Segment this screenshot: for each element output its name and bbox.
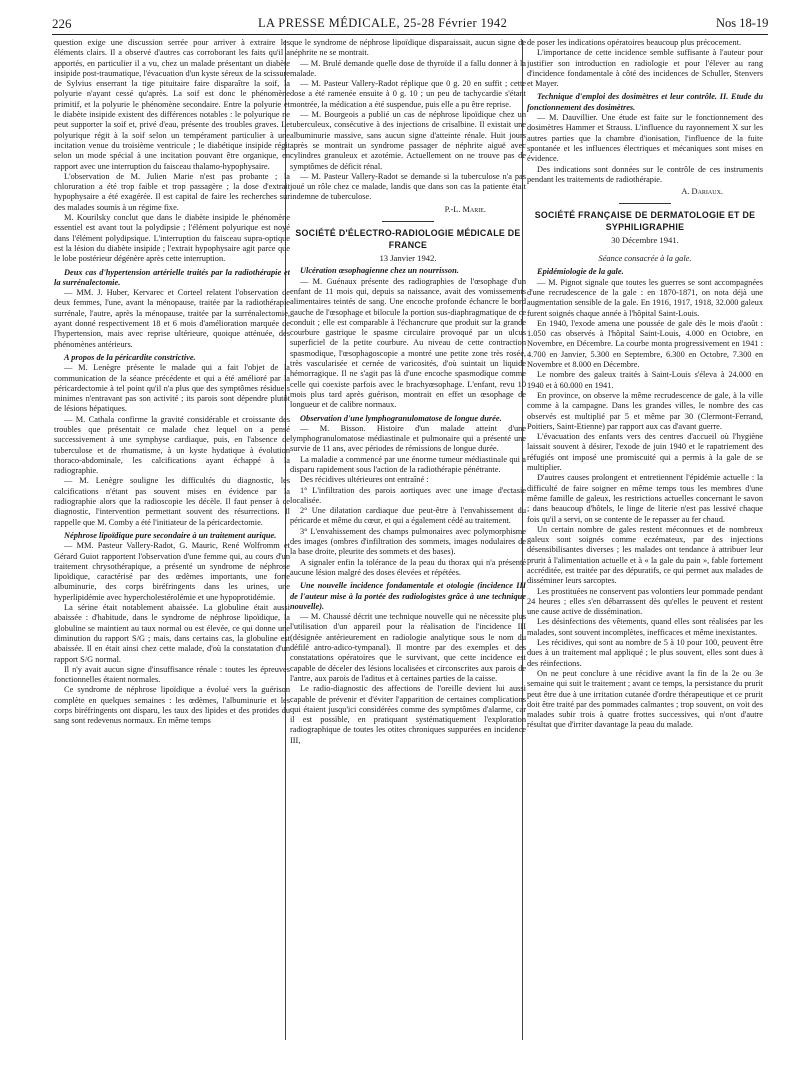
- paragraph: Un certain nombre de gales restent méconnues et de nombreux galeux sont soignés comme eczémateux, par des injections désensibilisantes diverses ; les malades ont tendance à attribuer leur prurit à l'alimentation actuelle et à « la gale du pain », fable fortement accréditée, est traitée par des dépuratifs, ce qui permet aux malades de disséminer leurs sarcoptes.: [527, 524, 763, 586]
- column-1: [54, 38, 290, 1078]
- signature: A. Dariaux.: [681, 187, 723, 197]
- paragraph: Les récidives, qui sont au nombre de 5 à 10 pour 100, peuvent être dues à un traitement mal appliqué ; le plus souvent, elles sont dues à des réinfections.: [527, 638, 763, 668]
- paragraph: 3° L'envahissement des champs pulmonaires avec polymorphisme des images (ombres d'infiltration des sommets, images nodulaires de la base droite, pleurite des sommets et des bases).: [290, 526, 526, 557]
- paragraph: — M. Cathala confirme la gravité considérable et croissante des troubles que présentait ce malade chez lequel on a pensé successivement à une symphyse cardiaque, puis, en l'absence de tuberculose et de rhumatisme, à un kyste hydatique à évolution thoraco-abdominale, les calcifications ayant échappé à la radiographie.: [54, 414, 290, 476]
- column-2: [290, 38, 526, 1078]
- paragraph: Les prostituées ne conservent pas volontiers leur pommade pendant 24 heures ; elles s'en débarrassent dès qu'elles le peuvent et restent une cause active de dissémination.: [527, 586, 763, 617]
- paragraph: La sérine était notablement abaissée. La globuline était aussi abaissée : d'habitude, dans le syndrome de néphrose lipoïdique, la globuline se maintient au taux normal ou est élevée, ce qui donne une diminution du rapport S/G ; mais, dans certains cas, la globuline est abaissée. Il en était ainsi chez cette malade, d'où la constatation d'un rapport S/G normal.: [54, 603, 290, 664]
- paragraph: — M. Brulé demande quelle dose de thyroïde il a fallu donner à la malade.: [290, 58, 526, 78]
- page-number: 226: [52, 16, 72, 31]
- paragraph: — M. Dauvillier. Une étude est faite sur le fonctionnement des dosimètres Hammer et Strauss. L'influence du rayonnement X sur les autres parties que la chambre d'ionisation, l'influence de la fuite spontanée et les influences électriques et mécaniques sont mises en évidence.: [527, 113, 763, 164]
- article-title: A propos de la péricardite constrictive.: [64, 352, 196, 362]
- paragraph: — MM. J. Huber, Kervarec et Corteel relatent l'observation de deux femmes, l'une, avant la ménopause, traitée par la radiothérapie surrénale, l'autre, après la ménopause, traitée par la surrénalectomie, ayant donné respectivement 18 et 6 mois d'amélioration marquée de l'hypertension, mais avec reprise ultérieure, quoique atténuée, des phénomènes antérieurs.: [54, 288, 290, 349]
- column-3: [527, 38, 763, 1078]
- paragraph: Il n'y avait aucun signe d'insuffisance rénale : toutes les épreuves fonctionnelles étaient normales.: [54, 664, 290, 685]
- article-title: Deux cas d'hypertension artérielle traités par la radiothérapie et la surrénalectomie.: [54, 267, 290, 287]
- paragraph: — M. Chaussé décrit une technique nouvelle qui ne nécessite plus l'utilisation d'un appareil pour la réalisation de l'incidence III (désignée antérieurement en radiologie analytique sous le nom du défilé antro-adico-tympanal). Il montre par des exemples et des constatations opératoires que le survivant, que cette incidence est capable de déceler des lésions localisées et circonscrites aux parois de l'antre, aux parois de l'aditus et à certaines parties de la caisse.: [290, 612, 526, 683]
- society-heading: SOCIÉTÉ D'ÉLECTRO-RADIOLOGIE MÉDICALE DE FRANCE: [295, 228, 521, 250]
- paragraph: — M. Guénaux présente des radiographies de l'œsophage d'un enfant de 11 mois qui, depuis sa naissance, avait des vomissements alimentaires teintés de sang. Une encoche profonde échancre le bord gauche de l'œsophage et bilocule la portion sus-diaphragmatique de ce conduit ; elle est comparable à l'échancrure que produit sur la grande courbure gastrique le spasme circulaire provoqué par un ulcus superficiel de la petite courbure. Au niveau de cette contraction spasmodique, l'œsophagoscopie a montré une petite zone très rosée, très vascularisée et cernée de varicosités, d'où suintait un liquide hémorragique. Il ne s'agit pas là d'une encoche spasmodique comme celle qui coexiste parfois avec le brachyœsophage. L'enfant, revu 10 mois plus tard après guérison, montrait en effet un œsophage de longueur et de calibre normaux.: [290, 276, 526, 410]
- section-rule: [619, 203, 671, 204]
- article-title: Epidémiologie de la gale.: [537, 267, 624, 277]
- session-subtitle: Séance consacrée à la gale.: [598, 254, 692, 264]
- paragraph: Des indications sont données sur le contrôle de ces instruments pendant les traitements de radiothérapie.: [527, 164, 763, 184]
- paragraph: de poser les indications opératoires beaucoup plus précocement.: [527, 38, 742, 47]
- paragraph: — M. Bourgeois a publié un cas de néphrose lipoïdique chez un tuberculeux, consécutive à des injections de crisalbine. Il existait une albuminurie massive, sans aucun signe d'atteinte rénale. Huit jours après se montrait un syndrome passager de néphrite aiguë avec cylindres granuleux et azotémie. Actuellement on ne trouve pas de symptômes de déficit rénal.: [290, 110, 526, 171]
- paragraph: Les désinfections des vêtements, quand elles sont réalisées par les malades, sont souvent incomplètes, inefficaces et même inexistantes.: [527, 617, 763, 637]
- signature: P.-L. Marie.: [444, 204, 486, 214]
- paragraph: — M. Pasteur Vallery-Radot se demande si la tuberculose n'a pas joué un rôle chez ce malade, landis que dans son cas la patiente était indemne de tuberculose.: [290, 171, 526, 202]
- paragraph: 1° L'infiltration des parois aortiques avec une image d'ectasie localisée.: [290, 485, 526, 505]
- paragraph: La maladie a commencé par une énorme tumeur médiastinale qui a disparu rapidement sous l'action de la radiothérapie pénétrante.: [290, 454, 526, 474]
- page-header: [0, 0, 800, 30]
- society-heading: SOCIÉTÉ FRANÇAISE DE DERMATOLOGIE ET DE SYPHILIGRAPHIE: [534, 210, 756, 232]
- issue-numbers: Nos 18-19: [716, 16, 769, 30]
- paragraph: A signaler enfin la tolérance de la peau du thorax qui n'a présenté aucune lésion malgré des doses élevées et répétées.: [290, 557, 526, 577]
- journal-title: LA PRESSE MÉDICALE, 25-28 Février 1942: [258, 16, 508, 30]
- session-date: 30 Décembre 1941.: [611, 235, 679, 246]
- article-title: Néphrose lipoïdique pure secondaire à un traitement aurique.: [64, 530, 277, 540]
- paragraph: — M. Lenègre souligne les difficultés du diagnostic, les calcifications n'étant pas souvent mises en évidence par la radiographie alors que la radioscopie les décèle. Il faut penser à ce diagnostic, l'intervention permettant souvent des résurrections. Il rappelle que M. Comby a été l'initiateur de la péricardectomie.: [54, 476, 290, 527]
- paragraph: — M. Bisson. Histoire d'un malade atteint d'une lymphogranulomatose médiastinale et pulmonaire qui a présenté une survie de 11 ans, avec périodes de rémissions de longue durée.: [290, 423, 526, 454]
- paragraph: D'autres causes prolongent et entretiennent l'épidémie actuelle : la difficulté de faire soigner en même temps tous les membres d'une même famille de galeux, les restrictions actuelles concernant le savon ; dans beaucoup d'hôtels, le linge de literie n'est pas lessivé chaque fois qu'il a servi, on se contente de le repasser au fer chaud.: [527, 473, 763, 524]
- paragraph: M. Kourilsky conclut que dans le diabète insipide le phénomène essentiel est avant tout la polydipsie ; l'élément polyurique est noyé dans l'élément polydipsique. L'interruption du faisceau supra-optique est la lésion du diabète insipide ; l'extrait hypophysaire agit parce que le lobe postérieur dégénère après cette interruption.: [54, 213, 290, 264]
- header-rule: [52, 34, 768, 35]
- paragraph: — M. Pasteur Vallery-Radot réplique que 0 g. 20 en suffit ; cette dose a été ramenée ensuite à 0 g. 10 ; un peu de tachycardie s'étant montrée, la médication a été suspendue, puis elle a pu être reprise.: [290, 79, 526, 109]
- paragraph: — MM. Pasteur Vallery-Radot, G. Mauric, René Wolfromm et Gérard Guiot rapportent l'observation d'une femme qui, au cours d'un traitement chrysothérapique, a présenté un syndrome de néphrose lipoïdique, caractérisé par des œdèmes importants, une forte albuminurie, des corps biréfringents dans les urines, une hyperlipidémie avec hypercholestérolémie et une hypoprotidémie.: [54, 541, 290, 602]
- paragraph: En 1940, l'exode amena une poussée de gale dès le mois d'août : 1.050 cas observés à l'hôpital Saint-Louis, 4.000 en Octobre, en Novembre, en Décembre. La courbe monta progressivement en 1941 : 4.700 en Janvier, 5.300 en Septembre, 6.300 en Octobre, 7.300 en Novembre et 8.000 en Décembre.: [527, 318, 763, 370]
- paragraph: Ce syndrome de néphrose lipoïdique a évolué vers la guérison complète en quelques semaines : les œdèmes, l'albuminurie et les corps biréfringents ont disparu, les taux des lipides et des protides du sang sont redevenus normaux. En même temps: [54, 685, 290, 726]
- article-title: Technique d'emploi des dosimètres et leur contrôle. II. Etude du fonctionnement des dosimètres.: [527, 92, 763, 112]
- paragraph: question exige une discussion serrée pour arriver à extraire les éléments clairs. Il a observé d'autres cas corroborant les faits qu'il a apportés, en particulier il a vu, chez un malade présentant un diabète insipide post-traumatique, l'évacuation d'un kyste séreux de la scissure de Sylvius enserrant la tige pituitaire faire disparaître la soif, la polyurie n'ayant cessé qu'après. La soif est donc le phénomène primitif, et la polyurie le phénomène secondaire. Entre la polyurie et le diabète insipide existent des différences notables : le polyurique ne peut supporter la soif et, privé d'eau, présente des troubles graves. Le polyurique régit à la soif selon un tempérament particulier à une incitation venue du troisième ventricule ; le diabétique insipide régit selon un mode spécial à une incitation pouvant être organique, en rapport avec une interruption du faisceau thalamo-hypophysaire.: [54, 38, 290, 171]
- paragraph: — M. Pignot signale que toutes les guerres se sont accompagnées d'une recrudescence de la gale : en 1870-1871, on nota déjà une augmentation sensible de la gale. En 1916, 1917, 1918, 32.000 galeux furent soignés chaque année à l'hôpital Saint-Louis.: [527, 277, 763, 318]
- paragraph: L'importance de cette incidence semble suffisante à l'auteur pour justifier son introduction en radiologie et pour l'élever au rang d'incidence fondamentale à côté des incidences de Schuller, Stenvers et Mayer.: [527, 48, 763, 89]
- paragraph: Des récidives ultérieures ont entraîné :: [300, 475, 429, 485]
- paragraph: Le radio-diagnostic des affections de l'oreille devient lui aussi capable de prévenir et d'éviter l'apparition de certaines complications qui étaient jusqu'ici considérées comme des symptômes d'alarme, car il est possible, en pratiquant systématiquement l'exploration radiographique de toutes les otites chroniques suppurées en incidence III,: [290, 684, 526, 745]
- paragraph: 2° Une dilatation cardiaque due peut-être à l'envahissement du péricarde et même du cœur, et qui a également cédé au traitement.: [290, 506, 526, 526]
- paragraph: L'observation de M. Julien Marie n'est pas probante ; la chloruration a été trop faible et trop passagère ; la dose d'extrait hypophysaire a été exagérée. Il est capital de faire les recherches sur des malades soumis à un régime fixe.: [54, 171, 290, 212]
- article-title: Ulcération œsophagienne chez un nourrisson.: [300, 266, 459, 276]
- session-date: 13 Janvier 1942.: [379, 253, 437, 264]
- paragraph: L'évacuation des enfants vers des centres d'accueil où l'hygiène laissait souvent à désirer, l'exode de juin 1940 et le rapatriement des réfugiés ont imposé une promiscuité qui a permis à la gale de se multiplier.: [527, 432, 763, 473]
- article-title: Une nouvelle incidence fondamentale et otologie (incidence III de l'auteur mise à la portée des radiologistes grâce à une technique nouvelle).: [290, 581, 526, 611]
- paragraph: que le syndrome de néphrose lipoïdique disparaissait, aucun signe de néphrite ne se montrait.: [290, 38, 526, 58]
- paragraph: — M. Lenègre présente le malade qui a fait l'objet de la communication de la séance précédente et qui a été amélioré par la péricardectomie à tel point qu'il n'a plus que des symptômes résiduels minimes n'entravant pas son activité ; its parois sont dépendre plutôt de lésions hépatiques.: [54, 363, 290, 414]
- paragraph: On ne peut conclure à une récidive avant la fin de la 2e ou 3e semaine qui suit le traitement ; avant ce temps, la persistance du prurit peut être due à une irritation cutanée d'ordre thérapeutique et ce prurit doit être traité par des pommades calmantes ; trop souvent, on voit des malades subir trois à quatre frottes successives, qui n'ont d'autre résultat que d'irriter davantage la peau du malade.: [527, 668, 763, 730]
- article-title: Observation d'une lymphogranulomatose de longue durée.: [300, 413, 502, 423]
- paragraph: En province, on observe la même recrudescence de gale, à la ville comme à la campagne. Dans les grandes villes, le nombre des cas observés est multiplié par 5 et même par 30 (Clermont-Ferrand, Poitiers, Saint-Etienne) par rapport aux cas d'avant guerre.: [527, 390, 763, 431]
- section-rule: [382, 221, 434, 222]
- paragraph: Le nombre des galeux traités à Saint-Louis s'éleva à 24.000 en 1940 et à 60.000 en 1941.: [527, 370, 763, 390]
